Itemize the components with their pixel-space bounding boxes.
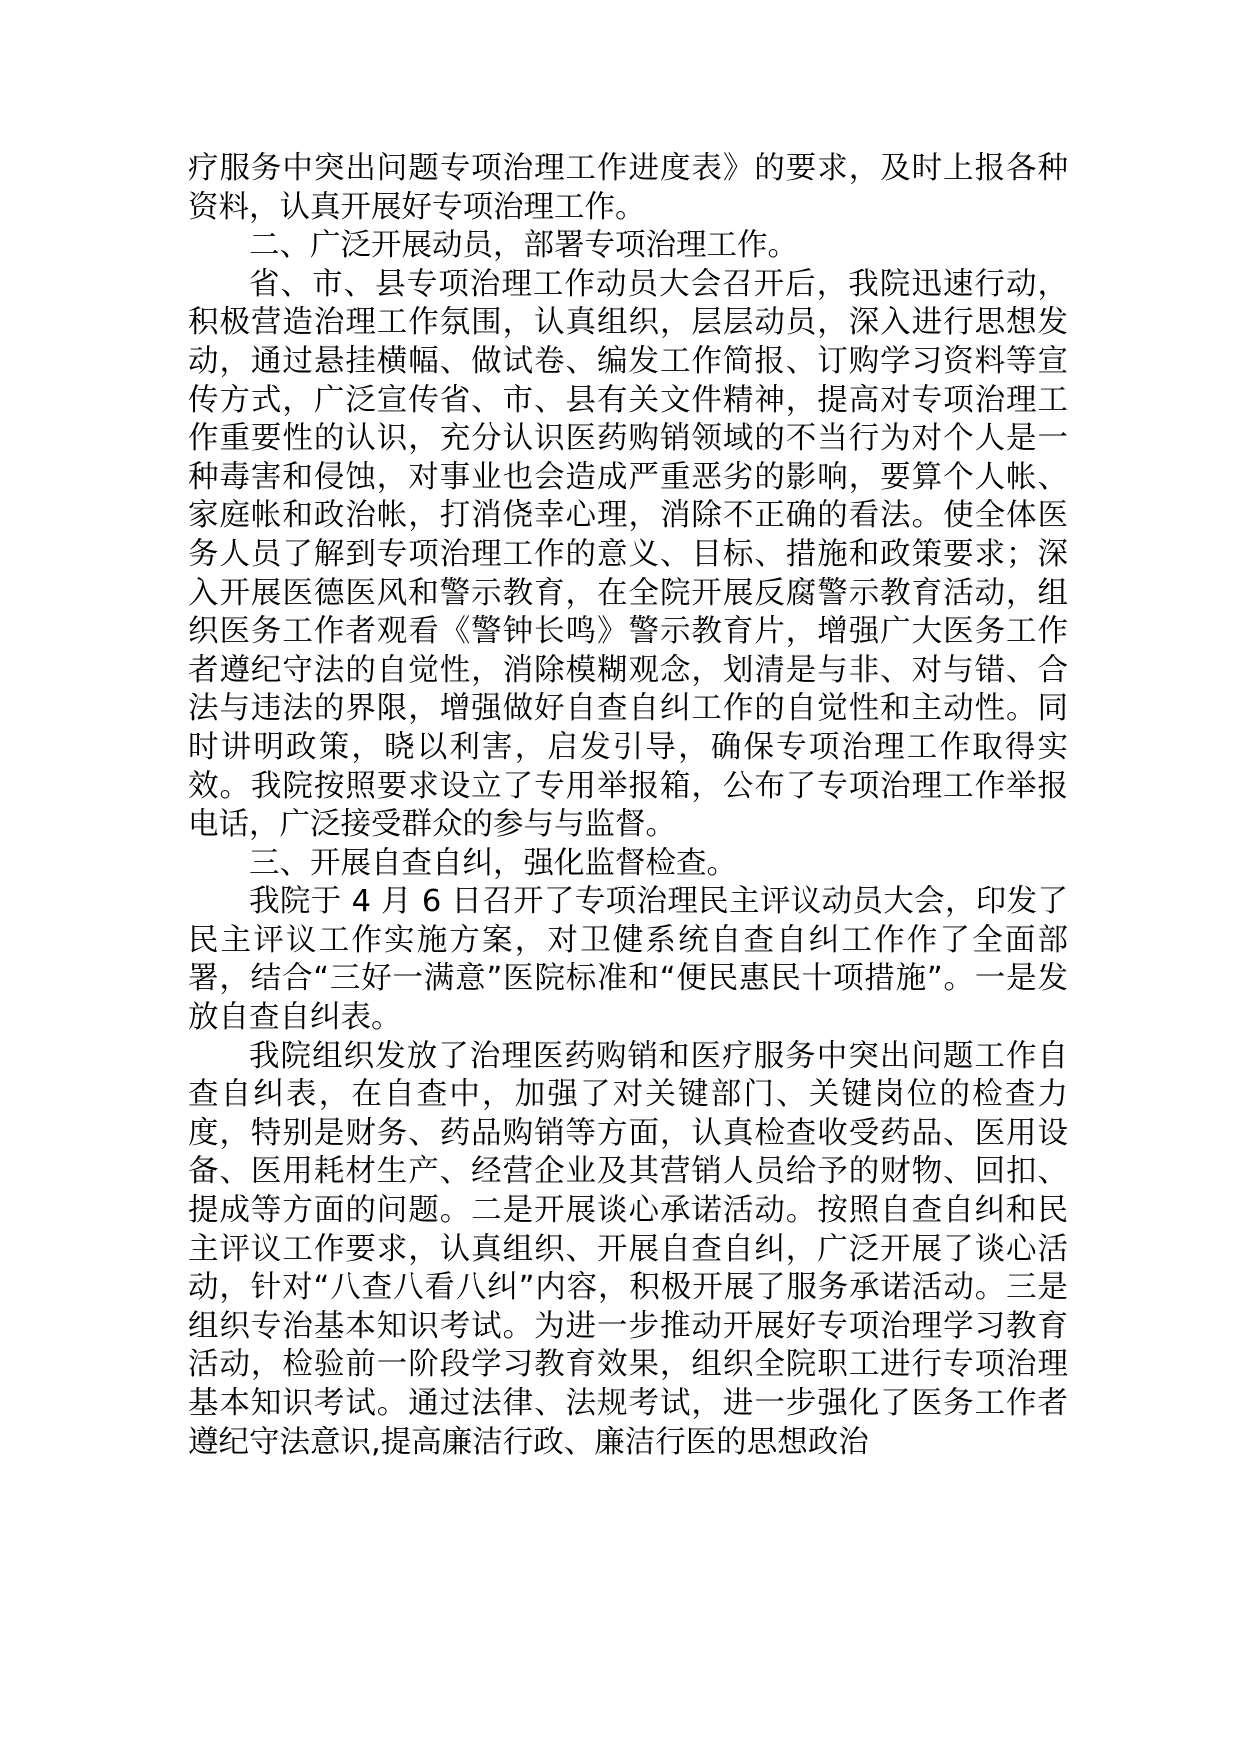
section-heading-3: 三、开展自查自纠，强化监督检查。 (249, 845, 737, 881)
paragraph-1: 疗服务中突出问题专项治理工作进度表》的要求，及时上报各种资料，认真开展好专项治理工作。 (188, 151, 1068, 225)
paragraph-5: 我院于 4 月 6 日召开了专项治理民主评议动员大会，印发了民主评议工作实施方案，对卫健系统自查自纠工作作了全面部署，结合“三好一满意”医院标准和“便民惠民十项措施”。一是发放自查自纠表。 (188, 884, 1068, 1036)
paragraph-6: 我院组织发放了治理医药购销和医疗服务中突出问题工作自查自纠表，在自查中，加强了对关键部门、关键岗位的检查力度，特别是财务、药品购销等方面，认真检查收受药品、医用设备、医用耗材生产、经营企业及其营销人员给予的财物、回扣、提成等方面的问题。二是开展谈心承诺活动。按照自查自纠和民主评议工作要求，认真组织、开展自查自纠，广泛开展了谈心活动，针对“八查八看八纠”内容，积极开展了服务承诺活动。三是组织专治基本知识考试。为进一步推动开展好专项治理学习教育活动，检验前一阶段学习教育效果，组织全院职工进行专项治理基本知识考试。通过法律、法规考试，进一步强化了医务工作者遵纪守法意识,提高廉洁行政、廉洁行医的思想政治 (188, 1038, 1068, 1460)
section-heading-2: 二、广泛开展动员，部署专项治理工作。 (249, 228, 798, 264)
paragraph-3: 省、市、县专项治理工作动员大会召开后，我院迅速行动，积极营造治理工作氛围，认真组织，层层动员，深入进行思想发动，通过悬挂横幅、做试卷、编发工作简报、订购学习资料等宣传方式，广泛宣传省、市、县有关文件精神，提高对专项治理工作重要性的认识，充分认识医药购销领域的不当行为对个人是一种毒害和侵蚀，对事业也会造成严重恶劣的影响，要算个人帐、家庭帐和政治帐，打消侥幸心理，消除不正确的看法。使全体医务人员了解到专项治理工作的意义、目标、措施和政策要求；深入开展医德医风和警示教育，在全院开展反腐警示教育活动，组织医务工作者观看《警钟长鸣》警示教育片，增强广大医务工作者遵纪守法的自觉性，消除模糊观念，划清是与非、对与错、合法与违法的界限，增强做好自查自纠工作的自觉性和主动性。同时讲明政策，晓以利害，启发引导，确保专项治理工作取得实效。我院按照要求设立了专用举报箱，公布了专项治理工作举报电话，广泛接受群众的参与与监督。 (188, 266, 1068, 843)
document-body (188, 150, 1068, 1462)
